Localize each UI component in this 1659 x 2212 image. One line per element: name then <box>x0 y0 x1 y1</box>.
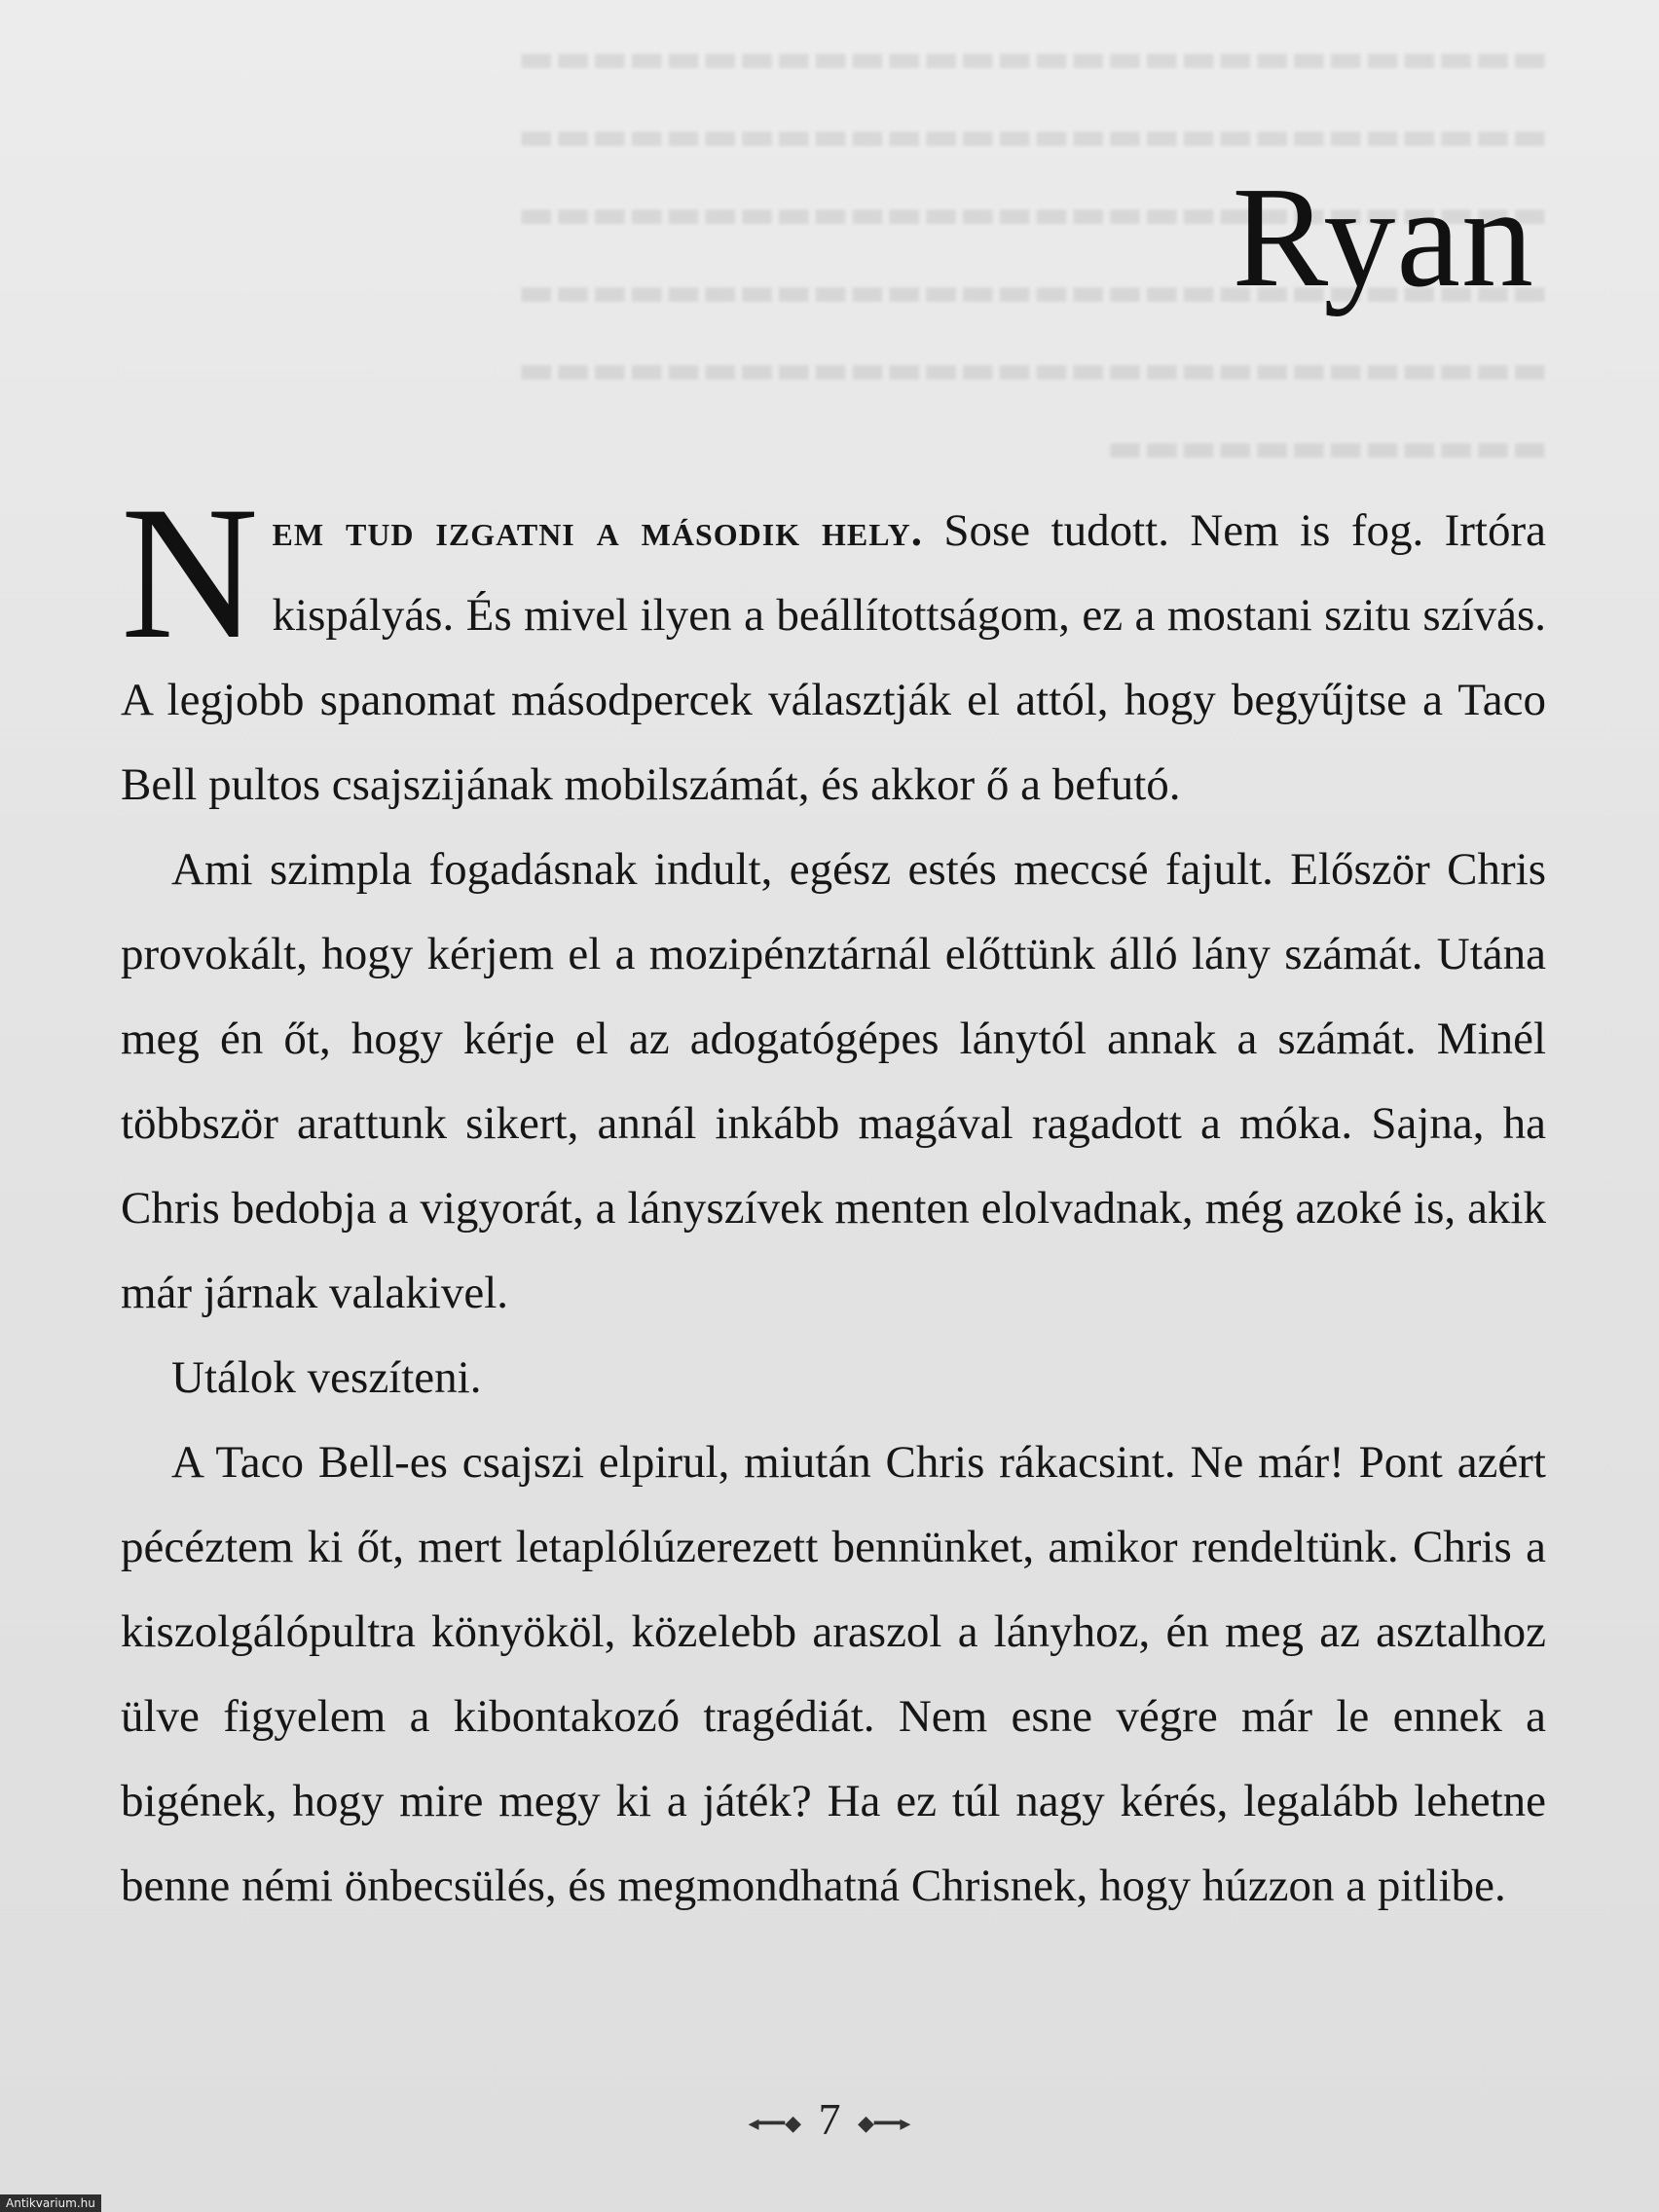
chapter-title: Ryan <box>1232 158 1534 317</box>
page-number: 7 <box>818 2094 841 2144</box>
paragraph-1 <box>121 467 1547 828</box>
paragraph-2: Ami szimpla fogadásnak indult, egész estés meccsé fajult. Először Chris provokált, hogy kérjem el a mozipénztárnál előttünk álló lány számát. Utána meg én őt, hogy kérje el az adogatógépes lánytól annak a számát. Minél többször arattunk sikert, annál inkább magával ragadott a móka. Sajna, ha Chris bedobja a vigyorát, a lányszívek menten elolvadnak, még azoké is, akik már járnak valakivel. <box>121 844 1546 1318</box>
ornament-left-icon: ◂━━◆ <box>748 2111 801 2136</box>
chapter-body <box>121 467 1547 1929</box>
paragraph-1-text: Sose tudott. Nem is fog. Irtóra kispályás. És mivel ilyen a beállítottságom, ez a mostani szitu szívás. A legjobb spanomat másodpercek választják el attól, hogy begyűjtse a Taco Bell pultos csajszijának mobilszámát, és akkor ő a befutó. <box>121 505 1547 810</box>
watermark: Antikvarium.hu <box>0 2194 101 2212</box>
lead-in-small-caps: em tud izgatni a második hely. <box>272 506 923 555</box>
drop-cap: N <box>121 467 259 679</box>
paragraph-4: A Taco Bell-es csajszi elpirul, miután Chris rákacsint. Ne már! Pont azért pécéztem ki őt, mert letaplólúzerezett bennünket, amikor rendeltünk. Chris a kiszolgálópultra könyököl, közelebb araszol a lányhoz, én meg az asztalhoz ülve figyelem a kibontakozó tragédiát. Nem esne végre már le ennek a bigének, hogy mire megy ki a játék? Ha ez túl nagy kérés, legalább lehetne benne némi önbecsülés, és megmondhatná Chrisnek, hogy húzzon a pitlibe. <box>121 1437 1546 1911</box>
bleed-through-texture: ▬▬▬▬▬▬▬▬▬▬▬▬▬▬▬▬▬▬▬▬▬▬▬▬▬▬▬▬ ▬▬▬▬▬▬▬▬▬▬▬▬▬▬▬▬▬▬▬▬▬▬▬▬▬▬▬▬ ▬▬▬▬▬▬▬▬▬▬▬▬▬▬▬▬▬▬▬▬▬▬▬▬▬▬▬▬ ▬▬▬▬▬▬▬▬▬▬▬▬▬▬▬▬▬▬▬▬▬▬▬▬▬▬▬▬ ▬▬▬▬▬▬▬▬▬▬▬▬▬▬▬▬▬▬▬▬▬▬▬▬▬▬▬▬ ▬▬▬▬▬▬▬▬▬▬▬▬ <box>517 36 1548 470</box>
ornament-right-icon: ◆━━▸ <box>858 2111 911 2136</box>
paragraph-3: Utálok veszíteni. <box>171 1352 482 1403</box>
page-footer <box>0 2093 1659 2145</box>
